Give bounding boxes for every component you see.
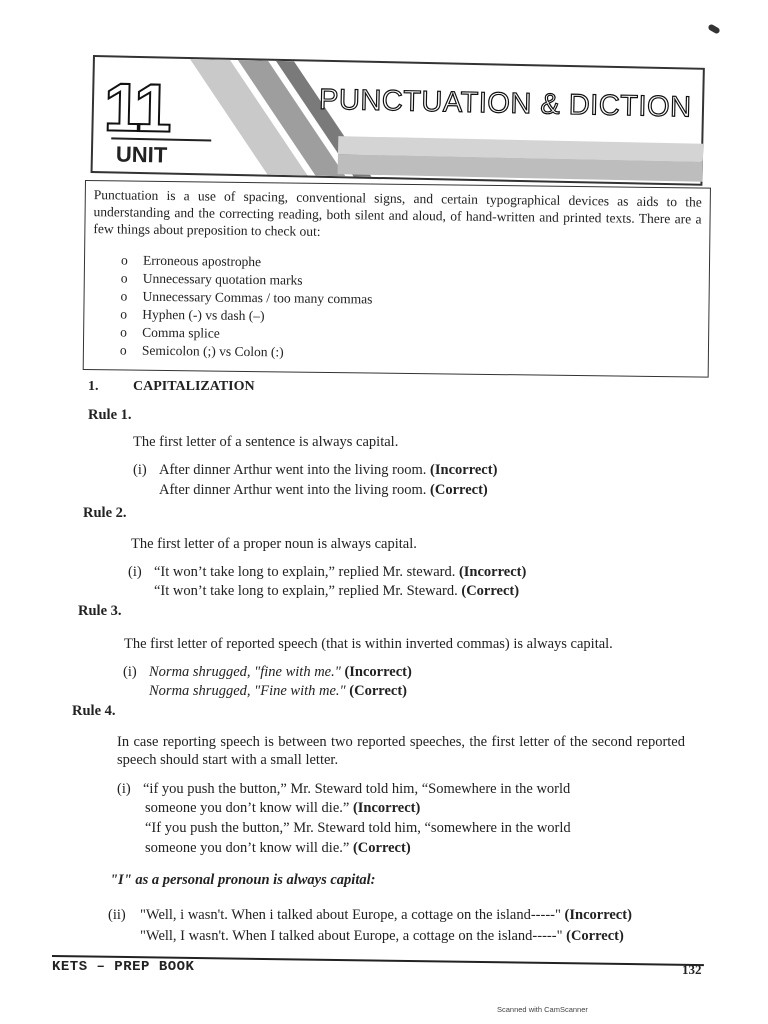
incorrect-tag: (Incorrect) xyxy=(430,462,498,478)
rule-2-title: Rule 2. xyxy=(83,505,127,521)
example-number: (i) xyxy=(128,564,142,580)
correct-tag: (Correct) xyxy=(430,482,488,498)
example-number: (ii) xyxy=(108,907,126,923)
section-title: CAPITALIZATION xyxy=(133,379,255,394)
rule-4-example-correct xyxy=(145,820,571,837)
rule-1-example-incorrect xyxy=(133,462,497,479)
correct-tag: (Correct) xyxy=(349,683,407,699)
list-item-text: Semicolon (;) vs Colon (:) xyxy=(141,342,284,360)
example-text: “It won’t take long to explain,” replied Mr. steward. xyxy=(154,564,456,580)
rule-2-example-incorrect xyxy=(128,564,526,581)
list-item-text: Comma splice xyxy=(142,324,220,341)
footer-book-title: KETS – PREP BOOK xyxy=(52,959,195,975)
section-number: 1. xyxy=(88,379,99,394)
rule-3-example-incorrect xyxy=(123,664,412,681)
unit-banner xyxy=(91,55,705,186)
unit-label: UNIT xyxy=(111,137,212,171)
scanner-watermark: Scanned with CamScanner xyxy=(497,1005,588,1014)
example-text: someone you don’t know will die.” xyxy=(145,840,350,856)
example-text: Norma shrugged, "fine with me." xyxy=(149,664,341,680)
example-text: "Well, I wasn't. When I talked about Europe, a cottage on the island-----" xyxy=(140,928,563,944)
rule-2-text: The first letter of a proper noun is always capital. xyxy=(131,536,417,552)
intro-box xyxy=(83,180,711,378)
rule-1-title: Rule 1. xyxy=(88,407,132,423)
rule-4-text: In case reporting speech is between two reported speeches, the first letter of the second reported speech should start with a small letter. xyxy=(117,734,685,768)
example-text: “if you push the button,” Mr. Steward told him, “Somewhere in the world xyxy=(143,781,571,797)
list-item-text: Erroneous apostrophe xyxy=(142,252,262,270)
incorrect-tag: (Incorrect) xyxy=(344,664,412,680)
example-text: someone you don’t know will die.” xyxy=(145,800,350,816)
rule-1-text: The first letter of a sentence is always capital. xyxy=(133,434,399,450)
unit-title: PUNCTUATION & DICTION xyxy=(318,83,692,124)
incorrect-tag: (Incorrect) xyxy=(352,800,421,816)
list-item-text: Unnecessary Commas / too many commas xyxy=(142,288,373,307)
section-heading xyxy=(88,379,255,395)
example-number: (i) xyxy=(117,781,131,797)
page-number: 132 xyxy=(682,962,702,977)
rule-2-example-correct xyxy=(154,583,519,600)
bullet-marker: o xyxy=(120,252,128,268)
example-text: “If you push the button,” Mr. Steward told him, “somewhere in the world xyxy=(145,820,571,836)
example-number: (i) xyxy=(133,462,147,478)
example-number: (i) xyxy=(123,664,137,680)
correct-tag: (Correct) xyxy=(566,928,624,944)
rule-4-title: Rule 4. xyxy=(72,703,116,719)
rule-3-title: Rule 3. xyxy=(78,603,122,619)
correct-tag: (Correct) xyxy=(461,583,520,599)
example-text: After dinner Arthur went into the living room. xyxy=(159,462,427,478)
pronoun-example-incorrect xyxy=(108,907,632,924)
bullet-marker: o xyxy=(120,306,128,322)
intro-paragraph: Punctuation is a use of spacing, conventional signs, and certain typographical devices as aids to the understanding and the correcting reading, both silent and aloud, of hand-written and printed texts. There are a few things about preposition to check out: xyxy=(93,187,702,239)
rule-4-example-correct-cont xyxy=(145,840,411,857)
rule-3-text: The first letter of reported speech (that is within inverted commas) is always capital. xyxy=(124,636,613,652)
scan-mark xyxy=(707,23,720,34)
pronoun-rule-title: "I" as a personal pronoun is always capital: xyxy=(110,872,376,888)
example-text: After dinner Arthur went into the living room. xyxy=(159,482,427,498)
bullet-marker: o xyxy=(120,270,128,286)
incorrect-tag: (Incorrect) xyxy=(458,564,527,580)
rule-3-example-correct xyxy=(149,683,407,700)
rule-1-example-correct xyxy=(159,482,488,499)
incorrect-tag: (Incorrect) xyxy=(564,907,632,923)
rule-4-example-incorrect xyxy=(117,781,570,798)
list-item-text: Unnecessary quotation marks xyxy=(142,270,303,288)
bullet-marker: o xyxy=(119,342,127,358)
unit-number: 11 xyxy=(103,69,169,147)
example-text: "Well, i wasn't. When i talked about Europe, a cottage on the island-----" xyxy=(140,907,561,923)
rule-4-example-incorrect-cont xyxy=(145,800,420,817)
example-text: “It won’t take long to explain,” replied Mr. Steward. xyxy=(154,583,458,599)
example-text: Norma shrugged, "Fine with me." xyxy=(149,683,346,699)
correct-tag: (Correct) xyxy=(352,840,411,856)
bullet-marker: o xyxy=(120,288,128,304)
list-item-text: Hyphen (-) vs dash (–) xyxy=(142,306,265,324)
intro-list xyxy=(120,251,701,366)
bullet-marker: o xyxy=(120,324,127,340)
pronoun-example-correct xyxy=(140,928,624,945)
